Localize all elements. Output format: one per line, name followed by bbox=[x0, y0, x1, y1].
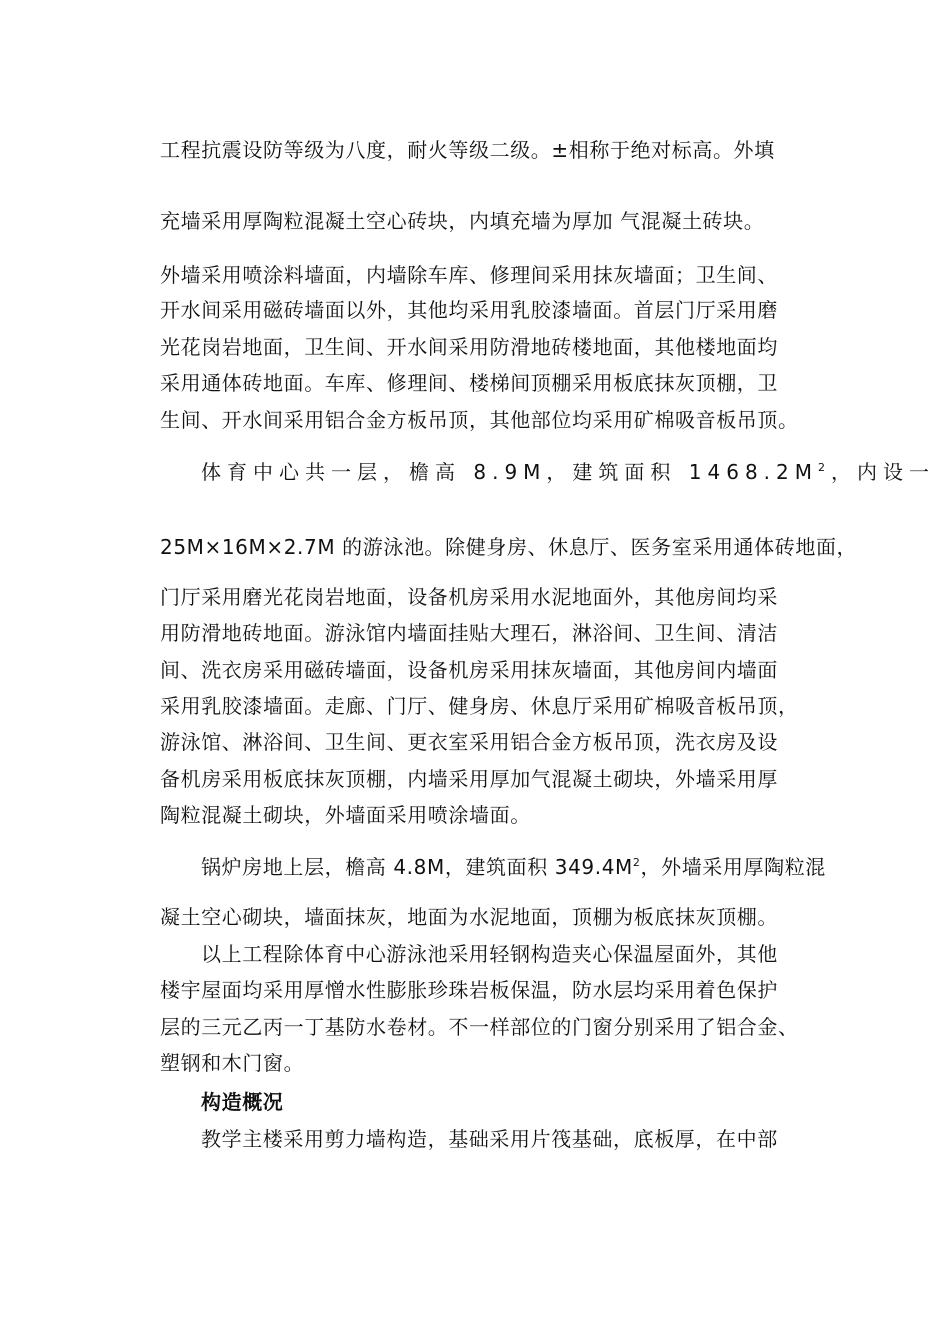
text-run: ，外墙采用厚陶粒混 bbox=[640, 855, 826, 879]
text-line: 门厅采用磨光花岗岩地面，设备机房采用水泥地面外，其他房间均采 bbox=[160, 585, 778, 609]
text-run: 体育中心共一层，檐高 8.9M，建筑面积 1468.2M bbox=[201, 460, 819, 484]
text-line: 凝土空心砌块，墙面抹灰，地面为水泥地面，顶棚为板底抹灰顶棚。 bbox=[160, 905, 778, 929]
text-line: 以上工程除体育中心游泳池采用轻钢构造夹心保温屋面外，其他 bbox=[201, 942, 778, 966]
text-line: 采用通体砖地面。车库、修理间、楼梯间顶棚采用板底抹灰顶棚，卫 bbox=[160, 371, 778, 395]
text-run: ，内设一 bbox=[831, 460, 936, 484]
text-line: 用防滑地砖地面。游泳馆内墙面挂贴大理石，淋浴间、卫生间、清洁 bbox=[160, 621, 778, 645]
text-line: 充墙采用厚陶粒混凝土空心砖块，内填充墙为厚加 气混凝土砖块。 bbox=[160, 209, 765, 233]
text-line: 游泳馆、淋浴间、卫生间、更衣室采用铝合金方板吊顶，洗衣房及设 bbox=[160, 730, 778, 754]
text-line: 陶粒混凝土砌块，外墙面采用喷涂墙面。 bbox=[160, 803, 531, 827]
text-line: 生间、开水间采用铝合金方板吊顶，其他部位均采用矿棉吸音板吊顶。 bbox=[160, 408, 799, 432]
text-line: 备机房采用板底抹灰顶棚，内墙采用厚加气混凝土砌块，外墙采用厚 bbox=[160, 767, 778, 791]
text-line: 开水间采用磁砖墙面以外，其他均采用乳胶漆墙面。首层门厅采用磨 bbox=[160, 298, 778, 322]
text-line: 光花岗岩地面，卫生间、开水间采用防滑地砖楼地面，其他楼地面均 bbox=[160, 335, 778, 359]
superscript: 2 bbox=[632, 856, 641, 869]
text-line-first bbox=[201, 853, 841, 881]
section-heading: 构造概况 bbox=[201, 1090, 284, 1114]
text-line: 楼宇屋面均采用厚憎水性膨胀珍珠岩板保温，防水层均采用着色保护 bbox=[160, 978, 778, 1002]
superscript: 2 bbox=[818, 461, 832, 474]
text-run: 锅炉房地上层，檐高 4.8M，建筑面积 349.4M bbox=[201, 855, 633, 879]
text-line: 教学主楼采用剪力墙构造，基础采用片筏基础，底板厚，在中部 bbox=[201, 1127, 778, 1151]
text-line: 25M×16M×2.7M 的游泳池。除健身房、休息厅、医务室采用通体砖地面， bbox=[160, 535, 858, 559]
text-line: 工程抗震设防等级为八度，耐火等级二级。±相称于绝对标高。外填 bbox=[160, 138, 775, 162]
text-line: 塑钢和木门窗。 bbox=[160, 1051, 305, 1075]
text-line: 间、洗衣房采用磁砖墙面，设备机房采用抹灰墙面，其他房间内墙面 bbox=[160, 658, 778, 682]
text-line-first bbox=[201, 458, 936, 486]
text-line: 外墙采用喷涂料墙面，内墙除车库、修理间采用抹灰墙面；卫生间、 bbox=[160, 263, 778, 287]
text-line: 层的三元乙丙一丁基防水卷材。不一样部位的门窗分别采用了铝合金、 bbox=[160, 1015, 799, 1039]
text-line: 采用乳胶漆墙面。走廊、门厅、健身房、休息厅采用矿棉吸音板吊顶， bbox=[160, 694, 799, 718]
